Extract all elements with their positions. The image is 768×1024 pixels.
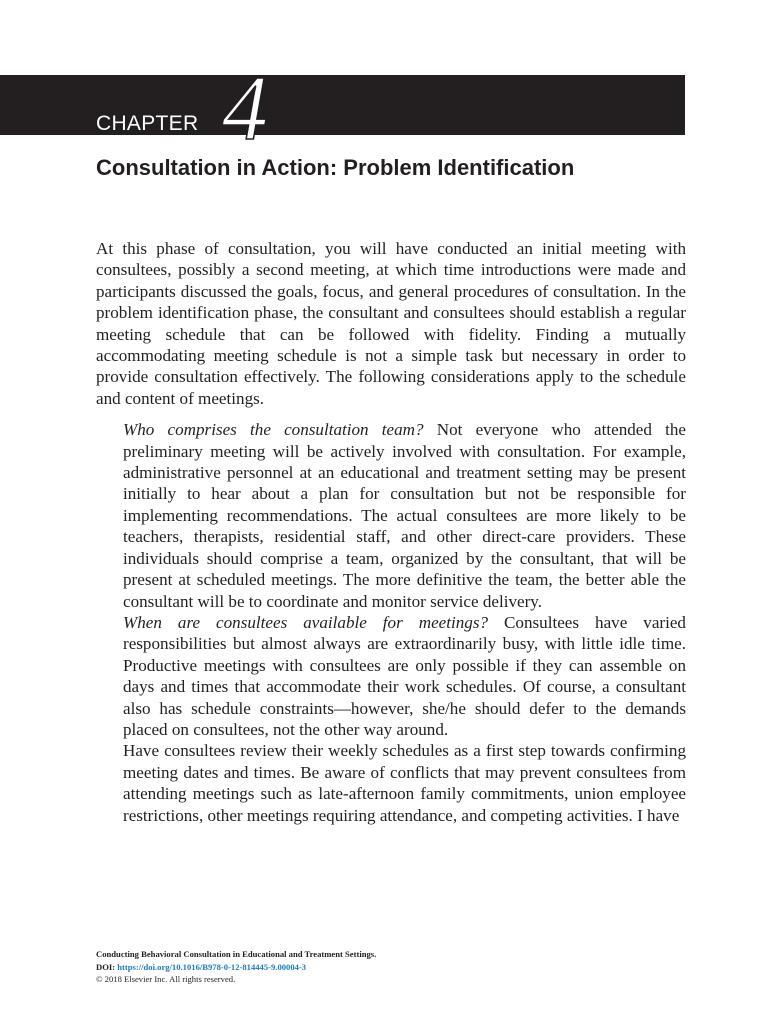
copyright: © 2018 Elsevier Inc. All rights reserved.	[96, 974, 236, 984]
consideration-availability	[96, 612, 686, 740]
consideration-question: When are consultees available for meetings?	[123, 612, 489, 632]
doi-link[interactable]: https://doi.org/10.1016/B978-0-12-814445-9.00004-3	[117, 961, 307, 972]
intro-paragraph: At this phase of consultation, you will have conducted an initial meeting with consultees, possibly a second meeting, at which time introductions were made and participants discussed the goals, focus, and general procedures of consultation. In the problem identification phase, the consultant and consultees should establish a regular meeting schedule that can be followed with fidelity. Finding a mutually accommodating meeting schedule is not a simple task but necessary in order to provide consultation effectively. The following considerations apply to the schedule and content of meetings.	[96, 239, 686, 408]
body-text	[96, 238, 686, 826]
consideration-team	[96, 419, 686, 612]
chapter-title: Consultation in Action: Problem Identification	[96, 155, 575, 180]
consideration-question: Who comprises the consultation team?	[123, 420, 424, 440]
consideration-text: Not everyone who attended the preliminary meeting will be actively involved with consultation. For example, administrative personnel at an educational and treatment setting may be present initially to hear about a plan for consultation but not be responsible for implementing recommendations. The actual consultees are more likely to be teachers, therapists, residential staff, and other direct-care providers. These individuals should comprise a team, organized by the consultant, that will be present at scheduled meetings. The more definitive the team, the better able the consultant will be to coordinate and monitor service delivery.	[123, 420, 687, 611]
chapter-label: CHAPTER	[96, 112, 199, 135]
consideration-text: Consultees have varied responsibilities but almost always are extraordinarily busy, with little idle time. Productive meetings with consultees are only possible if they can assemble on days and times that accommodate their work schedules. Of course, a consultant also has schedule constraints—however, she/he should defer to the demands placed on consultees, not the other way around.	[123, 612, 686, 739]
book-title: Conducting Behavioral Consultation in Educational and Treatment Settings.	[96, 949, 377, 959]
doi-line	[96, 961, 376, 974]
footer	[96, 948, 376, 986]
doi-label: DOI:	[96, 961, 116, 972]
chapter-number: 4	[222, 57, 268, 159]
schedule-review-paragraph: Have consultees review their weekly schedules as a first step towards confirming meeting dates and times. Be aware of conflicts that may prevent consultees from attending meetings such as late-afternoon family commitments, union employee restrictions, other meetings requiring attendance, and competing activities. I have	[123, 741, 686, 825]
